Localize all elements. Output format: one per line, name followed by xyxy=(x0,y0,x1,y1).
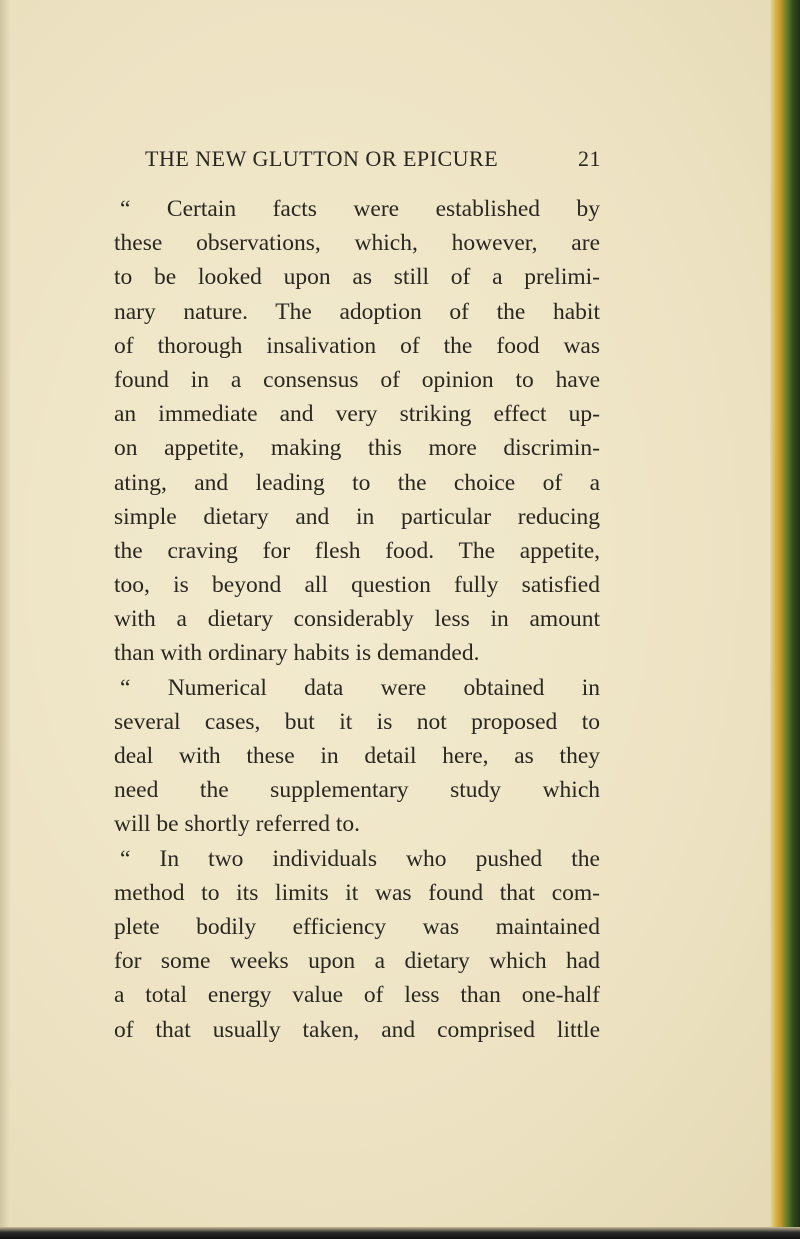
book-spine-edge xyxy=(770,0,800,1239)
text-line: than with ordinary habits is demanded. xyxy=(114,640,480,667)
text-line: a total energy value of less than one-half xyxy=(114,982,600,1009)
running-header xyxy=(145,146,601,176)
text-line: too, is beyond all question fully satisfied xyxy=(114,572,600,599)
text-line: these observations, which, however, are xyxy=(114,230,600,257)
text-line: deal with these in detail here, as they xyxy=(114,743,600,769)
text-line: will be shortly referred to. xyxy=(114,811,361,838)
text-line: “ Certain facts were established by xyxy=(120,196,600,222)
page-left-edge xyxy=(0,0,10,1239)
text-line: “ In two individuals who pushed the xyxy=(120,845,600,872)
text-line: ating, and leading to the choice of a xyxy=(114,469,600,496)
text-line: the craving for flesh food. The appetite, xyxy=(114,537,600,564)
text-line: an immediate and very striking effect up- xyxy=(114,401,600,428)
text-line: found in a consensus of opinion to have xyxy=(114,366,600,393)
running-title: THE NEW GLUTTON OR EPICURE xyxy=(145,146,499,171)
text-line: with a dietary considerably less in amount xyxy=(114,606,600,633)
page-bottom-edge xyxy=(0,1227,800,1239)
text-line: plete bodily efficiency was maintained xyxy=(114,913,600,940)
text-line: to be looked upon as still of a prelimi- xyxy=(114,264,600,291)
body-text xyxy=(114,192,600,1047)
text-line: simple dietary and in particular reducing xyxy=(114,503,600,530)
text-line: need the supplementary study which xyxy=(114,777,600,804)
text-line: of thorough insalivation of the food was xyxy=(114,332,600,359)
text-line: “ Numerical data were obtained in xyxy=(120,674,600,701)
text-line: on appetite, making this more discrimin- xyxy=(114,435,600,462)
text-line: nary nature. The adoption of the habit xyxy=(114,298,600,325)
text-line: of that usually taken, and comprised little xyxy=(114,1016,600,1043)
text-line: method to its limits it was found that com- xyxy=(114,879,600,906)
page-number: 21 xyxy=(578,146,601,171)
text-line: several cases, but it is not proposed to xyxy=(114,708,600,735)
text-line: for some weeks upon a dietary which had xyxy=(114,948,600,975)
